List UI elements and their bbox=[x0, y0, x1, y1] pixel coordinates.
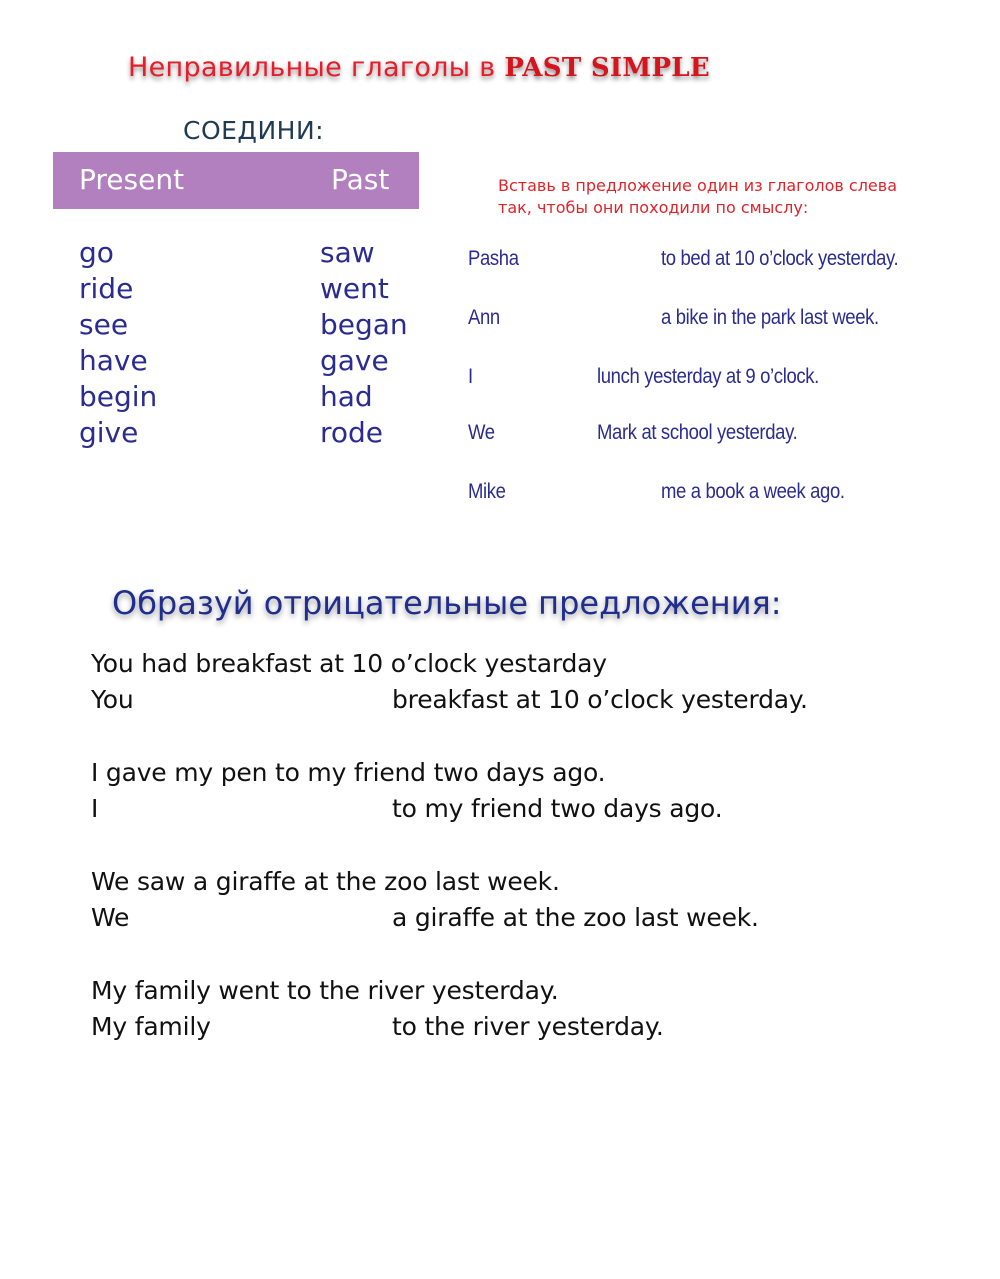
past-header: Past bbox=[331, 163, 390, 196]
present-verb: give bbox=[79, 416, 139, 449]
negatives-heading: Образуй отрицательные предложения: bbox=[112, 584, 782, 622]
fill-subject: Ann bbox=[468, 306, 500, 329]
present-verb: ride bbox=[79, 272, 134, 305]
connect-label: СОЕДИНИ: bbox=[183, 116, 325, 145]
fill-subject: Pasha bbox=[468, 247, 519, 270]
instruction-line: Вставь в предложение один из глаголов слева bbox=[498, 176, 897, 195]
fill-subject: I bbox=[468, 365, 473, 388]
negative-rest: to my friend two days ago. bbox=[392, 794, 723, 823]
fill-subject: We bbox=[468, 421, 495, 444]
past-verb[interactable]: saw bbox=[320, 236, 375, 269]
present-verb: have bbox=[79, 344, 148, 377]
fill-rest: me a book a week ago. bbox=[661, 480, 845, 503]
past-verb[interactable]: went bbox=[320, 272, 389, 305]
negative-rest: to the river yesterday. bbox=[392, 1012, 664, 1041]
negative-rest: a giraffe at the zoo last week. bbox=[392, 903, 759, 932]
negative-subject: You bbox=[91, 685, 134, 714]
title-prefix: Неправильные глаголы в bbox=[128, 52, 496, 83]
negative-subject: My family bbox=[91, 1012, 211, 1041]
instruction-line: так, чтобы они походили по смыслу: bbox=[498, 198, 809, 217]
negative-original: I gave my pen to my friend two days ago. bbox=[91, 758, 606, 787]
fill-rest: Mark at school yesterday. bbox=[597, 421, 798, 444]
negative-original: We saw a giraffe at the zoo last week. bbox=[91, 867, 560, 896]
past-verb[interactable]: began bbox=[320, 308, 408, 341]
past-verb[interactable]: gave bbox=[320, 344, 389, 377]
present-verb: see bbox=[79, 308, 129, 341]
negative-original: You had breakfast at 10 o’clock yestarday bbox=[91, 649, 607, 678]
fill-rest: a bike in the park last week. bbox=[661, 306, 879, 329]
fill-rest: lunch yesterday at 9 o’clock. bbox=[597, 365, 819, 388]
present-header: Present bbox=[79, 163, 185, 196]
past-verb[interactable]: rode bbox=[320, 416, 384, 449]
present-verb: go bbox=[79, 236, 114, 269]
fill-instruction bbox=[498, 175, 897, 219]
negative-subject: We bbox=[91, 903, 130, 932]
title-emphasis: PAST SIMPLE bbox=[504, 53, 710, 83]
negative-subject: I bbox=[91, 794, 99, 823]
negative-original: My family went to the river yesterday. bbox=[91, 976, 559, 1005]
past-verb[interactable]: had bbox=[320, 380, 373, 413]
present-verb: begin bbox=[79, 380, 158, 413]
negative-rest: breakfast at 10 o’clock yesterday. bbox=[392, 685, 808, 714]
fill-rest: to bed at 10 o’clock yesterday. bbox=[661, 247, 899, 270]
fill-subject: Mike bbox=[468, 480, 506, 503]
page-title bbox=[128, 52, 710, 83]
